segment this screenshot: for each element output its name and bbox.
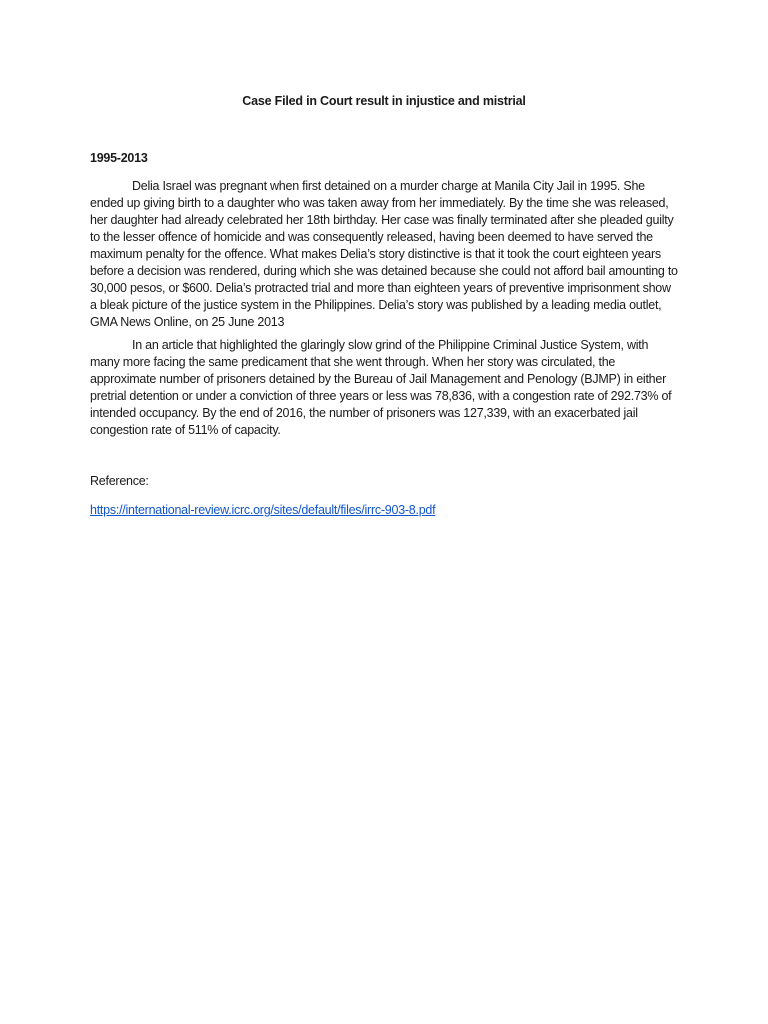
date-range-heading: 1995-2013 (90, 151, 148, 165)
paragraph-1: Delia Israel was pregnant when first detained on a murder charge at Manila City Jail in 1995. She ended up giving birth to a daughter who was taken away from her immediately. By the time she was released, her daughter had already celebrated her 18th birthday. Her case was finally terminated after she pleaded guilty to the lesser offence of homicide and was consequently released, having been deemed to have served the maximum penalty for the offence. What makes Delia’s story distinctive is that it took the court eighteen years before a decision was rendered, during which she was detained because she could not afford bail amounting to 30,000 pesos, or $600. Delia’s protracted trial and more than eighteen years of preventive imprisonment show a bleak picture of the justice system in the Philippines. Delia’s story was published by a leading media outlet, GMA News Online, on 25 June 2013 (90, 179, 678, 329)
document-title: Case Filed in Court result in injustice and mistrial (242, 94, 526, 108)
reference-label: Reference: (90, 474, 149, 488)
reference-link[interactable]: https://international-review.icrc.org/sites/default/files/irrc-903-8.pdf (90, 503, 436, 517)
document-body (90, 150, 680, 519)
paragraph-2: In an article that highlighted the glaringly slow grind of the Philippine Criminal Justice System, with many more facing the same predicament that she went through. When her story was circulated, the approximate number of prisoners detained by the Bureau of Jail Management and Penology (BJMP) in either pretrial detention or under a conviction of three years or less was 78,836, with a congestion rate of 292.73% of intended occupancy. By the end of 2016, the number of prisoners was 127,339, with an exacerbated jail congestion rate of 511% of capacity. (90, 338, 672, 437)
